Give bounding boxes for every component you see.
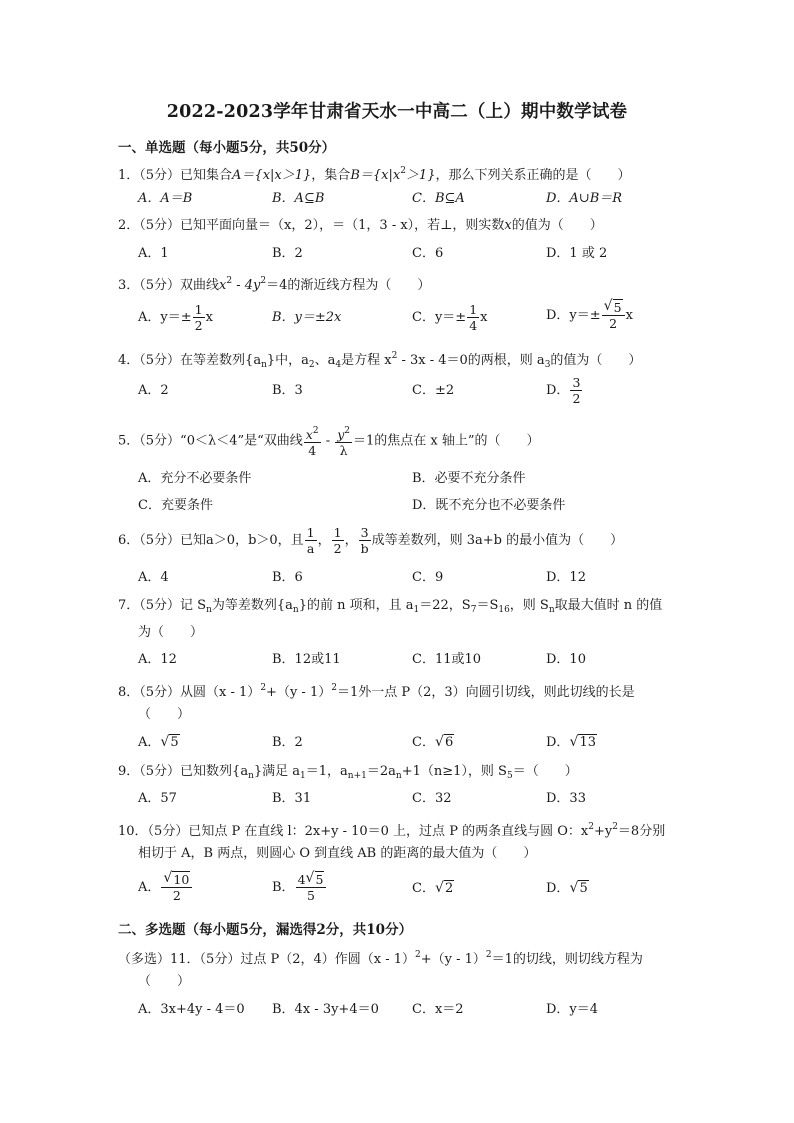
question-1: 1．（5分）已知集合A＝{x|x＞1}，集合$B=\{x|x^2>1\}$，那么下列关系正确的是（ ） (118, 166, 631, 183)
q10-option-d: D．√ 5 (546, 880, 589, 898)
q4-option-b: B．3 (272, 383, 303, 398)
sqrt-symbol: √ 5 (604, 300, 623, 315)
sqrt-symbol: √ 5 (569, 880, 588, 898)
question-3: 3．（5分）双曲线$x^2 - 4y^2=4$的渐近线方程为（ ） (118, 276, 431, 293)
question-10-cont: 相切于 A，B 两点，则圆心 O 到直线 AB 的距离的最大值为（ ） (138, 846, 537, 861)
q6-option-c: C．9 (412, 570, 444, 585)
q2-option-a: A．1 (138, 246, 169, 261)
q6-option-b: B．6 (272, 570, 303, 585)
q9-option-c: C．32 (412, 791, 452, 806)
q1-option-c: C．B⊆A (412, 191, 465, 206)
q1-option-b: B．A⊆B (272, 191, 325, 206)
q3-option-a: A．y＝± $\frac{1}{2}$ x (138, 302, 213, 333)
q2-option-b: B．2 (272, 246, 303, 261)
question-11: （多选）11．（5分）过点 P（2，4）作圆（x - 1）$^2$+（y - 1）$^2$＝1的切线，则切线方程为 (118, 950, 643, 967)
question-4: 4．（5分）在等差数列$\{a_n\}$中，$a_2$、$a_4$是方程 $x^2 - 3x - 4=0$的两根，则 $a_3$的值为（ ） (118, 351, 642, 370)
q7-option-d: D．10 (546, 652, 586, 667)
q5-option-a: A．充分不必要条件 (138, 471, 252, 486)
q8-option-b: B．2 (272, 735, 303, 750)
sqrt-symbol: √ 6 (435, 734, 454, 752)
question-9: 9．（5分）已知数列$\{a_n\}$满足 $a_1=1$，$a_{n+1}=2a_n+1(n\ge 1)$，则 $S_5=$（ ） (118, 764, 578, 781)
question-2: 2．（5分）已知平面向量＝（x，2），＝（1，3 - x），若⊥，则实数x的值为（ ） (118, 218, 603, 233)
q4-option-c: C．±2 (412, 383, 455, 398)
q1-option-d: D．A∪B＝R (546, 191, 623, 206)
q5-option-c: C．充要条件 (138, 498, 213, 513)
q5-option-b: B．必要不充分条件 (412, 471, 526, 486)
question-7-cont: 为（ ） (138, 625, 204, 640)
q11-option-a: A．3x+4y - 4＝0 (138, 1002, 245, 1017)
q1-option-a: A．A＝B (138, 191, 193, 206)
sqrt-symbol: √ 5 (160, 734, 179, 752)
question-10: 10．（5分）已知点 P 在直线 l：2x+y - 10＝0 上，过点 P 的两条直线与圆 O：$x^2+y^2=8$分别 (118, 822, 666, 839)
q8-option-d: D．√ 13 (546, 734, 597, 752)
q3-option-b: B．y＝±2x (272, 310, 342, 325)
q4-option-a: A．2 (138, 383, 169, 398)
sqrt-symbol: √ 5 (306, 872, 325, 887)
q3-option-c: C．y＝± $\frac{1}{4}$ x (412, 302, 488, 333)
sqrt-symbol: √ 2 (435, 880, 454, 898)
q5-option-d: D．既不充分也不必要条件 (412, 498, 566, 513)
question-8: 8．（5分）从圆（x - 1）$^2$+（y - 1）$^2$＝1外一点 P（2，3）向圆引切线，则此切线的长是 (118, 683, 635, 700)
section-multi-choice: 二、多选题（每小题5分，漏选得2分，共10分） (118, 922, 413, 938)
q7-option-b: B．12或11 (272, 652, 341, 667)
q6-option-a: A．4 (138, 570, 169, 585)
section-single-choice: 一、单选题（每小题5分，共50分） (118, 140, 336, 156)
q11-option-b: B．4x - 3y+4＝0 (272, 1002, 379, 1017)
q2-option-d: D．1 或 2 (546, 246, 608, 261)
q7-option-a: A．12 (138, 652, 177, 667)
question-7: 7．（5分）记 $S_n$为等差数列$\{a_n\}$的前 n 项和，且 $a_1=22$，$S_7=S_{16}$，则 $S_n$取最大值时 n 的值 (118, 598, 663, 615)
q6-option-d: D．12 (546, 570, 586, 585)
question-5: 5．（5分）“0＜λ＜4”是“双曲线 $\frac{x^2}{4}$ - $\frac{y^2}{\lambda}$ ＝1的焦点在 x 轴上”的（ ） (118, 426, 540, 458)
q11-option-c: C．x＝2 (412, 1002, 464, 1017)
q10-option-b: B． $\frac{4√ 5}{5}$ (272, 872, 327, 903)
q9-option-b: B．31 (272, 791, 312, 806)
question-8-cont: （ ） (138, 707, 191, 722)
q2-option-c: C．6 (412, 246, 444, 261)
q9-option-d: D．33 (546, 791, 586, 806)
q10-option-a: A． √ $\frac{10}{2}$ (138, 872, 193, 903)
q10-option-c: C．√ 2 (412, 880, 454, 898)
q8-option-c: C．√ 6 (412, 734, 454, 752)
sqrt-symbol: √ 13 (569, 734, 597, 752)
exam-title: 2022-2023学年甘肃省天水一中高二（上）期中数学试卷 (166, 102, 628, 122)
question-6: 6．（5分）已知a＞0，b＞0，且 $\frac{1}{a}$ ， $\frac{1}{2}$ ， $\frac{3}{b}$ 成等差数列，则 3a+b 的最小值为（ ） (118, 525, 624, 556)
q4-option-d: D． $\frac{3}{2}$ (546, 375, 581, 406)
question-11-cont: （ ） (138, 974, 191, 989)
q3-option-d: D．y＝± √ $\frac{5}{2}$ x (546, 300, 633, 331)
sqrt-symbol: √ 10 (163, 872, 190, 887)
q8-option-a: A．√ 5 (138, 734, 180, 752)
q9-option-a: A．57 (138, 791, 177, 806)
q11-option-d: D．y＝4 (546, 1002, 599, 1017)
q7-option-c: C．11或10 (412, 652, 482, 667)
